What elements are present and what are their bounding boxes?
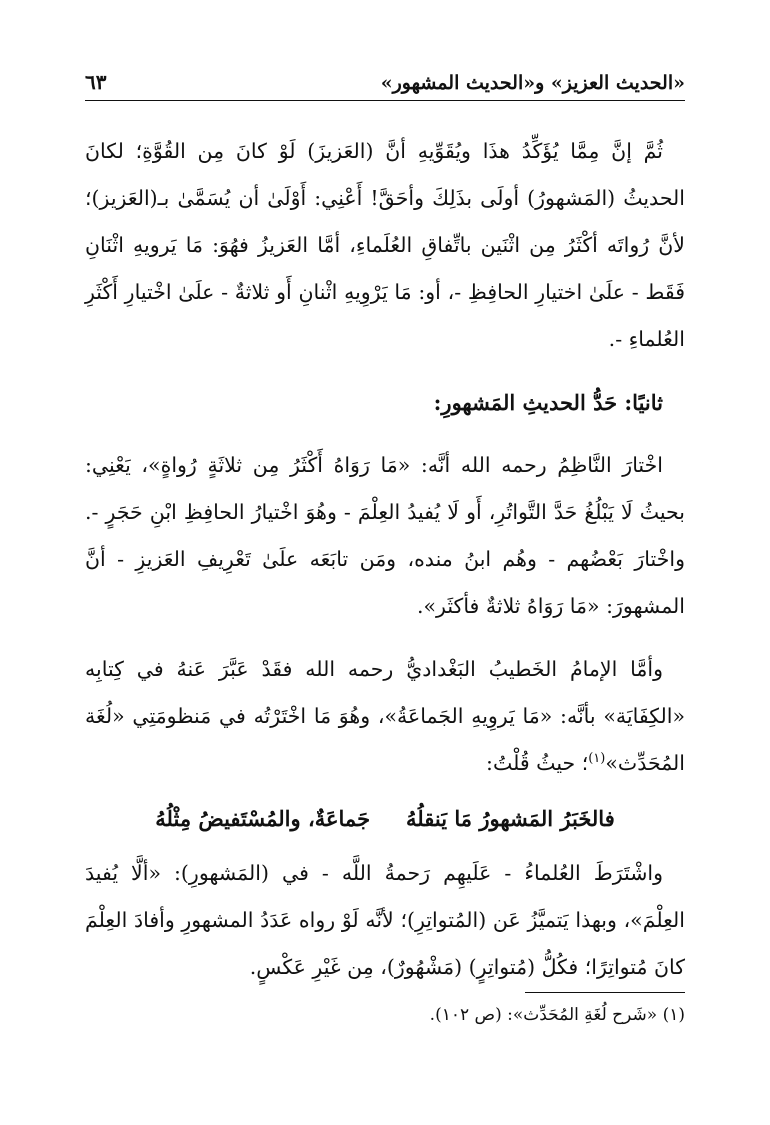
paragraph-3-text: وأمَّا الإمامُ الخَطيبُ البَغْداديُّ رحمه الله فقَدْ عَبَّرَ عَنهُ في كِتابِه «الكِفَايَة» بأنَّه: «مَا يَروِيهِ الجَماعَةُ»، وهُوَ مَا اخْتَرْتُه في مَنظومَتِي «لُغَة المُحَدِّث» [85, 657, 685, 775]
paragraph-3 [85, 646, 685, 787]
paragraph-4: واشْتَرَطَ العُلماءُ - عَلَيهِم رَحمةُ اللَّه - في (المَشهورِ): «ألَّا يُفيدَ العِلْمَ»، وبهذا يَتميَّزُ عَن (المُتواتِرِ)؛ لأنَّه لَوْ رواه عَدَدُ المشهورِ وأفادَ العِلْمَ كانَ مُتواتِرًا؛ فكُلُّ (مُتواتِرٍ) (مَشْهُورٌ)، مِن غَيْرِ عَكْسٍ. [85, 861, 685, 979]
poem-verse [85, 795, 685, 842]
paragraph-1: ثُمَّ إنَّ مِمَّا يُؤَكِّدُ هذَا ويُقَوِّيهِ أنَّ (العَزيزَ) لَوْ كانَ مِن القُوَّةِ؛ لكانَ الحديثُ (المَشهورُ) أولَى بذَلِكَ وأحَقَّ! أَعْنِي: أَوْلَىٰ أن يُسَمَّىٰ بـ(العَزيز)؛ لأنَّ رُواتَه أكْثَرُ مِن اثْنَين باتِّفاقِ العُلَماءِ، أمَّا العَزيزُ فهُوَ: مَا يَرويهِ اثْنَانِ فَقَط - علَىٰ اختيارِ الحافِظِ -، أو: مَا يَرْوِيهِ اثْنانِ أَو ثلاثةٌ - علَىٰ اخْتيارِ أَكْثَرِ العُلماءِ -. [85, 139, 685, 351]
running-title: «الحديث العزيز» و«الحديث المشهور» [380, 72, 685, 94]
running-header [85, 66, 685, 101]
main-text [85, 128, 685, 991]
verse-first-hemistich: فالخَبَرُ المَشهورُ مَا يَنقلُهُ [406, 806, 615, 831]
paragraph-3-tail: ؛ حيثُ قُلْتُ: [486, 751, 589, 775]
footnote-reference: (١) [588, 751, 606, 767]
section-heading: ثانيًا: حَدُّ الحديثِ المَشهورِ: [433, 390, 663, 415]
paragraph-2: اخْتارَ النَّاظِمُ رحمه الله أنَّه: «مَا رَوَاهُ أَكْثَرُ مِن ثلاثَةٍ رُواةٍ»، يَعْنِي: بحيثُ لَا يَبْلُغُ حَدَّ التَّواتُرِ، أَو لَا يُفيدُ العِلْمَ - وهُوَ اخْتيارُ الحافِظِ ابْنِ حَجَرٍ -. واخْتارَ بَعْضُهم - وهُم ابنُ منده، ومَن تابَعَه علَىٰ تَعْرِيفِ العَزيزِ - أنَّ المشهورَ: «مَا رَوَاهُ ثلاثةٌ فأكثَر». [85, 453, 685, 618]
footnote: (١) «شَرح لُغَةِ المُحَدِّث»: (ص ١٠٢). [429, 1005, 685, 1025]
verse-second-hemistich: جَماعَةٌ، والمُسْتَفيضُ مِثْلُهُ [155, 806, 371, 831]
page-number: ٦٣ [85, 70, 107, 94]
footnote-divider [525, 992, 685, 993]
